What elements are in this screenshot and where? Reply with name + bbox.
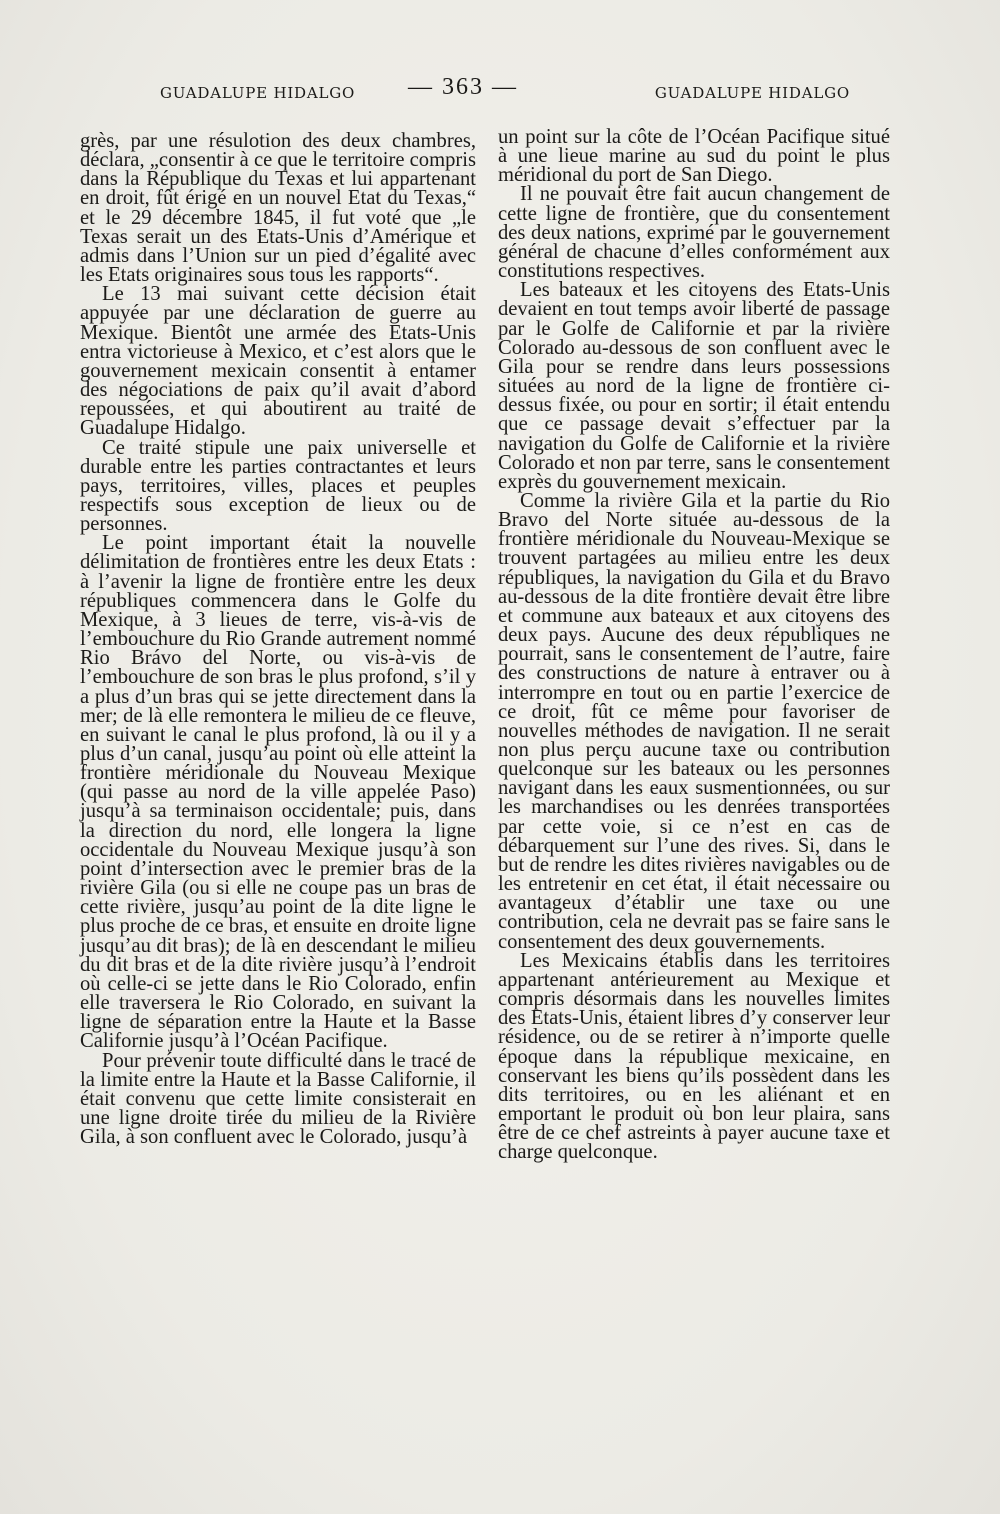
paragraph: Il ne pouvait être fait aucun changement de cette ligne de frontière, que du consentement des deux nations, exprimé par le gouvernement général de chacune d’elles conformément aux constitutions respectives. (498, 183, 890, 283)
paragraph: Le 13 mai suivant cette décision était appuyée par une déclaration de guerre au Mexique. Bientôt une armée des Etats-Unis entra victorieuse à Mexico, et c’est alors que le gouvernement mexicain consentit à entamer des négociations de paix qu’il avait d’abord repoussées, et qui aboutirent au traité de Guadalupe Hidalgo. (80, 283, 476, 440)
paragraph: Les bateaux et les citoyens des Etats-Unis devaient en tout temps avoir liberté de passage par le Golfe de Californie et par la rivière Colorado au-dessous de son confluent avec le Gila pour se rendre dans leurs possessions situées au nord de la ligne de frontière ci-dessus fixée, ou pour en sortir; il était entendu que ce passage devait s’effectuer par la navigation du Golfe de Californie et la rivière Colorado et non par terre, sans le consentement exprès du gouvernement mexicain. (498, 279, 890, 493)
paragraph: un point sur la côte de l’Océan Pacifique situé à une lieue marine au sud du point le plus méridional du port de San Diego. (498, 126, 890, 187)
paragraph: Ce traité stipule une paix universelle et durable entre les parties contractantes et leurs pays, territoires, villes, places et peuples respectifs sous exception de lieux ou de personnes. (80, 436, 476, 536)
paragraph: Les Mexicains établis dans les territoires appartenant antérieurement au Mexique et compris désormais dans les nouvelles limites des Etats-Unis, étaient libres d’y conserver leur résidence, ou de se retirer à n’importe quelle époque dans la république mexicaine, en conservant les biens qu’ils possèdent dans les dits territoires, ou en les aliénant et en emportant le produit où bon leur plaira, sans être de ce chef astreints à payer aucune taxe et charge quelconque. (498, 949, 890, 1164)
paragraph: Le point important était la nouvelle délimitation de frontières entre les deux Etats : à l’avenir la ligne de frontière entre les deux républiques commencera dans le Golfe du Mexique, à 3 lieues de terre, vis-à-vis de l’embouchure du Rio Grande autrement nommé Rio Brávo del Norte, ou vis-à-vis de l’embouchure de son bras le plus profond, s’il y a plus d’un bras qui se jette directement dans la mer; de là elle remontera le milieu de ce fleuve, en suivant le canal le plus profond, là ou il y a plus d’un canal, jusqu’au point où elle atteint la frontière méridionale du Nouveau Mexique (qui passe au nord de la ville appelée Paso) jusqu’à sa terminaison occidentale; puis, dans la direction du nord, elle longera la ligne occidentale du Nouveau Mexique jusqu’à son point d’intersection avec le premier bras de la rivière Gila (ou si elle ne coupe pas un bras de cette rivière, jusqu’au point de la dite ligne le plus proche de ce bras, et ensuite en droite ligne jusqu’au dit bras); de là en descendant le milieu du dit bras et de la dite rivière jusqu’à l’endroit où celle-ci se jette dans le Rio Colorado, enfin elle traversera le Rio Colorado, en suivant la ligne de séparation entre la Haute et la Basse Californie jusqu’à l’Océan Pacifique. (80, 532, 476, 1053)
running-head-left-title: GUADALUPE HIDALGO (160, 84, 356, 102)
running-head (160, 74, 850, 108)
paragraph: grès, par une résulotion des deux chambres, déclara, „consentir à ce que le territoire compris dans la République du Texas et lui appartenant en droit, fût érigé en un nouvel Etat du Texas,“ et le 29 décembre 1845, il fut voté que „le Texas serait un des Etats-Unis d’Amérique et admis dans l’Union sur un pied d’égalité avec les Etats originaires sous tous les rapports“. (80, 130, 476, 287)
paragraph: Pour prévenir toute difficulté dans le tracé de la limite entre la Haute et la Basse Californie, il était convenu que cette limite consisterait en une ligne droite tirée du milieu de la Rivière Gila, à son confluent avec le Colorado, jusqu’à (80, 1049, 476, 1149)
running-head-right-title: GUADALUPE HIDALGO (654, 84, 850, 102)
right-column (498, 128, 890, 1162)
page-number: — 363 — (408, 74, 518, 100)
paragraph: Comme la rivière Gila et la partie du Rio Bravo del Norte située au-dessous de la frontière méridionale du Nouveau-Mexique se trouvent partagées au milieu entre les deux républiques, la navigation du Gila et du Bravo au-dessous de la dite frontière devait être libre et commune aux bateaux et aux citoyens des deux pays. Aucune des deux républiques ne pourrait, sans le consentement de l’autre, faire des constructions de nature à entraver ou à interrompre en tout ou en partie l’exercice de ce droit, fût ce même pour favoriser de nouvelles méthodes de navigation. Il ne serait non plus perçu aucune taxe ou contribution quelconque sur les bateaux ou les personnes navigant dans les eaux susmentionnées, ou sur les marchandises ou les denrées transportées par cette voie, si ce n’est en cas de débarquement sur l’une des rives. Si, dans le but de rendre les dites rivières navigables ou de les entretenir en cet état, il était nécessaire ou avantageux d’établir une taxe ou une contribution, cela ne devrait pas se faire sans le consentement des deux gouvernements. (498, 489, 890, 953)
left-column (80, 132, 476, 1147)
